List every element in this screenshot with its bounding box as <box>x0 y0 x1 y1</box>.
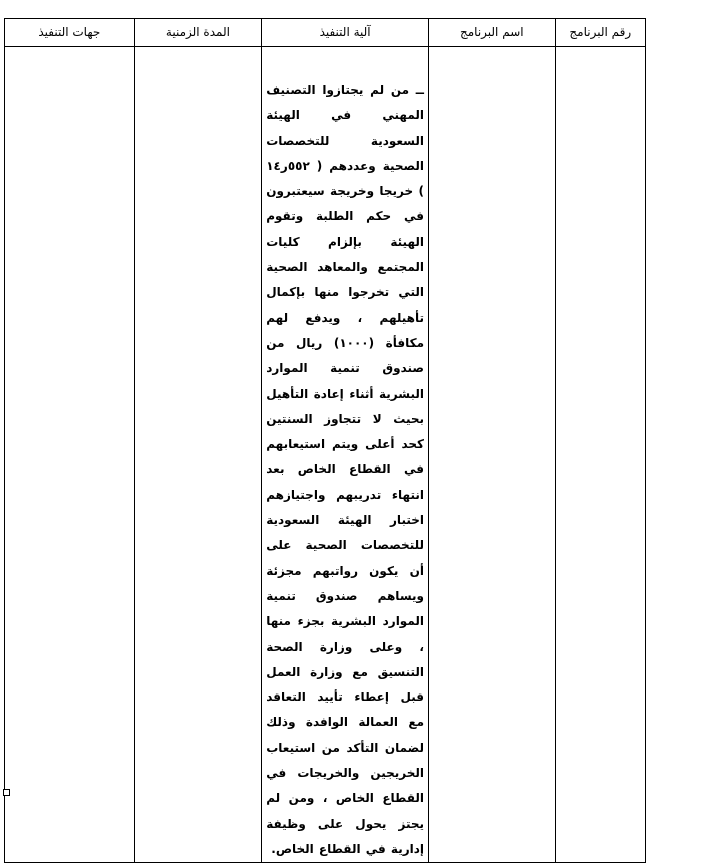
cell-duration <box>134 47 262 863</box>
header-entities: جهات التنفيذ <box>5 19 135 47</box>
header-mechanism: آلية التنفيذ <box>262 19 429 47</box>
header-program-name: اسم البرنامج <box>429 19 556 47</box>
cell-program-name <box>429 47 556 863</box>
program-table <box>4 18 646 863</box>
mechanism-text: ــ من لم يجتازوا التصنيف المهني في الهيئة السعودية للتخصصات الصحية وعددهم ( ٥٥٢ر١٤ ) خريجا وخريجة سيعتبرون في حكم الطلبة وتقوم الهيئة بإلزام كليات المجتمع والمعاهد الصحية التي تخرجوا منها بإكمال تأهيلهم ، ويدفع لهم مكافأة (١٠٠٠) ريال من صندوق تنمية الموارد البشرية أثناء إعادة التأهيل بحيث لا تتجاوز السنتين كحد أعلى ويتم استيعابهم في القطاع الخاص بعد انتهاء تدريبهم واجتيازهم اختبار الهيئة السعودية للتخصصات الصحية على أن يكون رواتبهم مجزئة ويساهم صندوق تنمية الموارد البشرية بجزء منها ، وعلى وزارة الصحة التنسيق مع وزارة العمل قبل إعطاء تأييد التعاقد مع العمالة الوافدة وذلك لضمان التأكد من استيعاب الخريجين والخريجات في القطاع الخاص ، ومن لم يجتز يحول على وظيفة إدارية في القطاع الخاص. <box>266 83 424 856</box>
table-header-row <box>5 19 646 47</box>
paragraph-marker-icon <box>3 789 10 796</box>
table-row <box>5 47 646 863</box>
cell-mechanism <box>262 47 429 863</box>
header-duration: المدة الزمنية <box>134 19 262 47</box>
cell-program-number <box>555 47 645 863</box>
header-program-number: رقم البرنامج <box>555 19 645 47</box>
cell-entities <box>5 47 135 863</box>
